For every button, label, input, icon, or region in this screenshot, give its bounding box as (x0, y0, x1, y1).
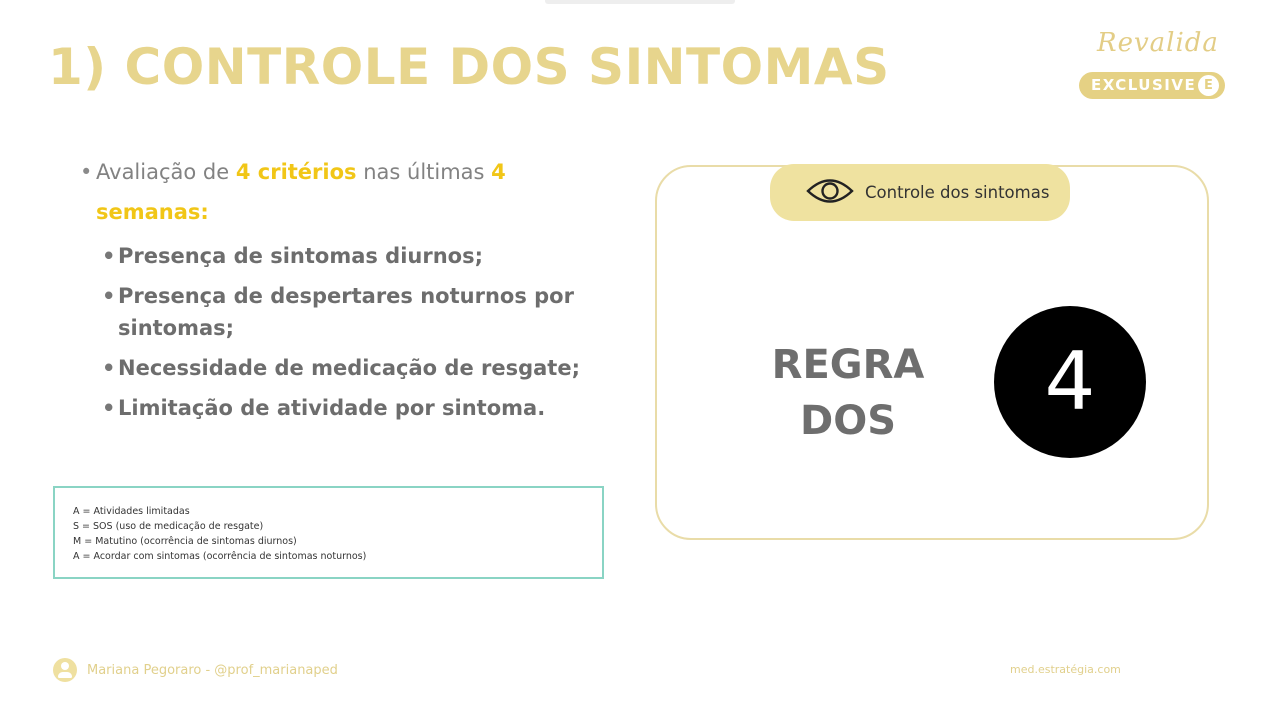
criteria-intro (78, 152, 618, 232)
legend-line: A = Acordar com sintomas (ocorrência de sintomas noturnos) (73, 551, 367, 562)
card-header-label: Controle dos sintomas (865, 183, 1050, 202)
criteria-list (78, 152, 618, 424)
criteria-items (102, 240, 618, 424)
rule-card (655, 165, 1209, 540)
rule-text-line-2: DOS (799, 398, 896, 444)
avatar-icon (53, 658, 77, 682)
acronym-legend-box (53, 486, 604, 579)
intro-highlight-criteria: 4 critérios (235, 160, 357, 184)
legend-line: M = Matutino (ocorrência de sintomas diurnos) (73, 536, 297, 547)
brand-badge-label: EXCLUSIVE (1091, 76, 1197, 94)
criteria-item: • Limitação de atividade por sintoma. (102, 392, 618, 424)
intro-text-1: Avaliação de (96, 160, 236, 184)
legend-line: S = SOS (uso de medicação de resgate) (73, 521, 264, 532)
brand-logo (1075, 28, 1230, 103)
criteria-item: • Presença de despertares noturnos por sintomas; (102, 280, 618, 344)
eye-icon (806, 176, 854, 206)
rule-text (765, 337, 931, 449)
footer-author (53, 657, 338, 683)
slide-title: 1) CONTROLE DOS SINTOMAS (48, 38, 890, 96)
rule-number-badge: 4 (994, 306, 1146, 458)
intro-highlight-weeks: semanas: (96, 200, 209, 224)
intro-text-2: nas últimas (356, 160, 492, 184)
legend-line: A = Atividades limitadas (73, 506, 190, 517)
intro-highlight-number: 4 (491, 160, 506, 184)
rule-text-line-1: REGRA (771, 342, 925, 388)
top-bar-hint (545, 0, 735, 4)
card-header-pill (770, 164, 1070, 221)
brand-script-text: Revalida (1097, 28, 1219, 58)
criteria-item: • Presença de sintomas diurnos; (102, 240, 618, 272)
brand-logo-icon: E (1198, 75, 1219, 96)
brand-badge (1079, 72, 1225, 99)
criteria-item: • Necessidade de medicação de resgate; (102, 352, 618, 384)
footer-site: med.estratégia.com (1010, 663, 1121, 676)
author-name: Mariana Pegoraro - @prof_marianaped (87, 662, 338, 678)
